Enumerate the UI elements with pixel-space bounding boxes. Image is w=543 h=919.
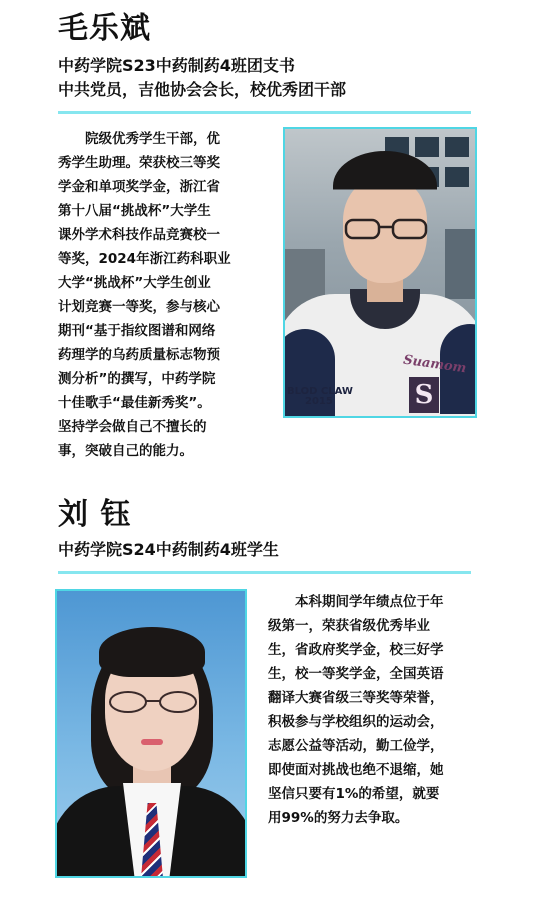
bio-line: 用99%的努力去争取。	[268, 810, 409, 826]
bio-line: 十佳歌手“最佳新秀奖”。	[58, 395, 211, 411]
person1-title-line1: 中药学院S23中药制药4班团支书	[58, 56, 295, 75]
bio-line: 等奖，2024年浙江药科职业	[58, 251, 231, 267]
bio-line: 大学“挑战杯”大学生创业	[58, 275, 211, 291]
bio-line: 坚持学会做自己不擅长的	[58, 419, 207, 435]
bio-line: 期刊“基于指纹图谱和网络	[58, 323, 216, 339]
glasses-icon	[105, 689, 201, 715]
person1-name: 毛乐斌	[58, 11, 151, 46]
bio-line: 课外学术科技作品竞赛校一	[58, 227, 220, 243]
bio-line: 院级优秀学生干部，优	[85, 131, 220, 147]
bio-line: 生，校一等奖学金，全国英语	[268, 666, 444, 682]
bio-line: 学金和单项奖学金，浙江省	[58, 179, 220, 195]
bio-line: 坚信只要有1%的希望，就要	[268, 786, 440, 802]
glasses-icon	[343, 217, 429, 241]
bio-line: 志愿公益等活动，勤工俭学，	[268, 738, 444, 754]
bio-line: 第十八届“挑战杯”大学生	[58, 203, 211, 219]
bio-line: 级第一，荣获省级优秀毕业	[268, 618, 430, 634]
jacket-badge: BLOD CLAW 2015	[287, 386, 353, 407]
bio-line: 生，省政府奖学金，校三好学	[268, 642, 444, 658]
person1-bio	[58, 127, 268, 463]
jacket-letter: S	[409, 377, 439, 413]
person1-title-line2: 中共党员，吉他协会会长，校优秀团干部	[58, 80, 347, 99]
bio-line: 事，突破自己的能力。	[58, 443, 193, 459]
bio-line: 药理学的乌药质量标志物预	[58, 347, 220, 363]
person2-divider	[58, 571, 471, 574]
person1-photo	[283, 127, 477, 418]
jacket-script-text: Suamom	[402, 352, 468, 377]
bio-line: 积极参与学校组织的运动会，	[268, 714, 444, 730]
person2-bio	[268, 590, 476, 830]
person1-divider	[58, 111, 471, 114]
bio-line: 测分析”的撰写，中药学院	[58, 371, 216, 387]
person2-name: 刘 钰	[58, 497, 132, 532]
bio-line: 翻译大赛省级三等奖等荣誉，	[268, 690, 444, 706]
bio-line: 秀学生助理。荣获校三等奖	[58, 155, 220, 171]
person2-title-line1: 中药学院S24中药制药4班学生	[58, 540, 279, 559]
bio-line: 本科期间学年绩点位于年	[295, 594, 444, 610]
bio-line: 即使面对挑战也绝不退缩，她	[268, 762, 444, 778]
bio-line: 计划竞赛一等奖，参与核心	[58, 299, 220, 315]
person2-photo	[55, 589, 247, 878]
